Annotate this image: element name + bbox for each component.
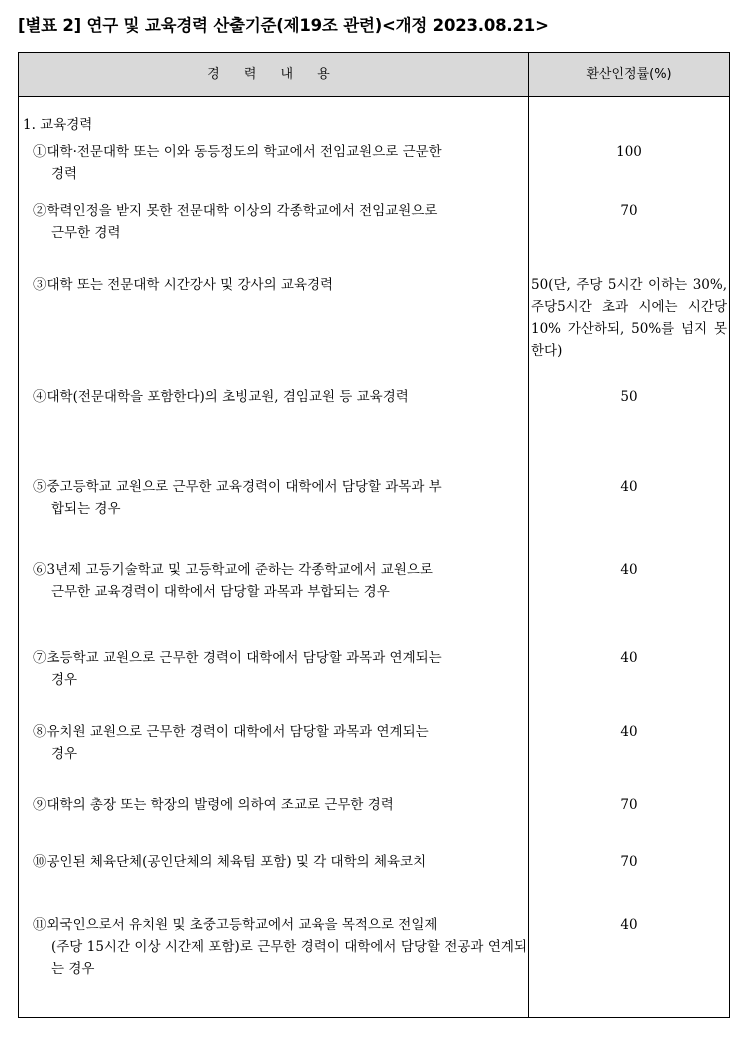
- row-value: 40: [620, 724, 638, 740]
- row-text: ⑧유치원 교원으로 근무한 경력이 대학에서 담당할 과목과 연계되는: [33, 724, 429, 740]
- row-text: ①대학·전문대학 또는 이와 동등정도의 학교에서 전임교원으로 근문한: [33, 144, 442, 160]
- row-text-continued: 합되는 경우: [51, 501, 121, 517]
- section-label: 1. 교육경력: [23, 117, 93, 133]
- row-value: 40: [620, 917, 638, 933]
- row-value: 50(단, 주당 5시간 이하는 30%, 주당5시간 초과 시에는 시간당 10% 가산하되, 50%를 넘지 못한다): [531, 277, 727, 359]
- row-text-continued: 근무한 교육경력이 대학에서 담당할 과목과 부합되는 경우: [51, 584, 390, 600]
- table-row: [33, 274, 527, 296]
- row-value: 40: [620, 650, 638, 666]
- row-value: 40: [620, 562, 638, 578]
- row-text: ⑤중고등학교 교원으로 근무한 교육경력이 대학에서 담당할 과목과 부: [33, 479, 442, 495]
- row-text-continued: 경력: [51, 166, 78, 182]
- row-text: ⑦초등학교 교원으로 근무한 경력이 대학에서 담당할 과목과 연계되는: [33, 650, 442, 666]
- row-text: ⑪외국인으로서 유치원 및 초중고등학교에서 교육을 목적으로 전일제: [33, 917, 438, 933]
- row-text: ⑥3년제 고등기술학교 및 고등학교에 준하는 각종학교에서 교원으로: [33, 562, 433, 578]
- table-row: [33, 794, 527, 816]
- row-value: 40: [620, 479, 638, 495]
- row-value: 70: [620, 203, 638, 219]
- row-value: 100: [616, 144, 642, 160]
- table-row: [33, 141, 527, 185]
- table-row: [33, 559, 527, 603]
- row-text-continued: 경우: [51, 746, 78, 762]
- table-header-row: [19, 53, 729, 97]
- table-row: [33, 476, 527, 520]
- row-text-continued: (주당 15시간 이상 시간제 포함)로 근무한 경력이 대학에서 담당할 전공과 연계되는 경우: [51, 939, 527, 977]
- header-career-content: 경 력 내 용: [207, 67, 340, 82]
- table-row: [33, 647, 527, 691]
- row-text: ④대학(전문대학을 포함한다)의 초빙교원, 겸임교원 등 교육경력: [33, 389, 409, 405]
- page-title: [별표 2] 연구 및 교육경력 산출기준(제19조 관련)<개정 2023.08.21>: [18, 16, 549, 35]
- header-conversion-rate: 환산인정률(%): [586, 67, 672, 82]
- row-text-continued: 근무한 경력: [51, 225, 121, 241]
- row-text: ⑨대학의 총장 또는 학장의 발령에 의하여 조교로 근무한 경력: [33, 797, 394, 813]
- table-row: [33, 914, 527, 980]
- row-text-continued: 경우: [51, 672, 78, 688]
- table-row: [33, 851, 527, 873]
- table-row: [33, 721, 527, 765]
- row-value: 70: [620, 797, 638, 813]
- row-text: ③대학 또는 전문대학 시간강사 및 강사의 교육경력: [33, 277, 334, 293]
- row-value: 70: [620, 854, 638, 870]
- table-row: [33, 386, 527, 408]
- table-row: [33, 200, 527, 244]
- row-text: ⑩공인된 체육단체(공인단체의 체육팀 포함) 및 각 대학의 체육코치: [33, 854, 427, 870]
- career-criteria-table: [18, 52, 730, 1018]
- row-value: 50: [620, 389, 638, 405]
- row-text: ②학력인정을 받지 못한 전문대학 이상의 각종학교에서 전임교원으로: [33, 203, 438, 219]
